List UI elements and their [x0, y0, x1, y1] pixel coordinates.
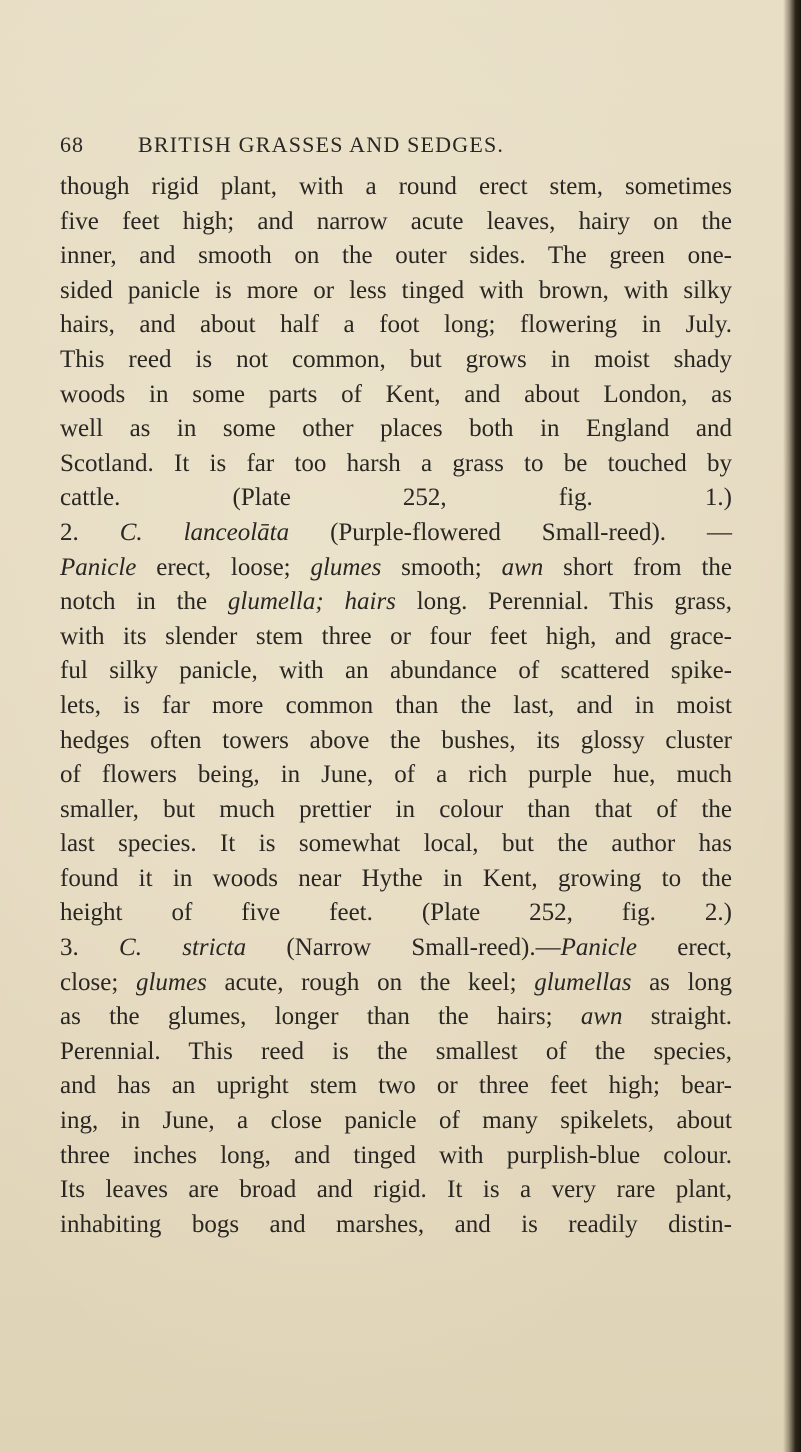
text-line: as the glumes, longer than the hairs; awn straight.: [60, 1003, 733, 1031]
text-line: inhabiting bogs and marshes, and is readily distin-: [60, 1210, 732, 1238]
text-line: Panicle erect, loose; glumes smooth; awn short from the: [60, 553, 733, 581]
text-line: five feet high; and narrow acute leaves, hairy on the: [60, 207, 732, 235]
body-text: [60, 170, 732, 1242]
text-line: smaller, but much prettier in colour than that of the: [60, 795, 732, 823]
text-line: inner, and smooth on the outer sides. The green one-: [60, 242, 732, 270]
book-spine-shadow: [783, 0, 801, 1452]
text-line: well as in some other places both in England and: [60, 415, 732, 443]
text-line: though rigid plant, with a round erect stem, sometimes: [60, 173, 732, 200]
text-line: last species. It is somewhat local, but the author has: [60, 830, 732, 858]
text-line: sided panicle is more or less tinged with brown, with silky: [60, 276, 732, 304]
text-line: 3. C. stricta (Narrow Small-reed).—Panicle erect,: [60, 934, 733, 962]
text-line: height of five feet. (Plate 252, fig. 2.): [60, 899, 732, 927]
running-head: BRITISH GRASSES AND SEDGES.: [138, 132, 505, 157]
text-line: notch in the glumella; hairs long. Perennial. This grass,: [60, 588, 733, 616]
text-line: hedges often towers above the bushes, its glossy cluster: [60, 726, 732, 754]
page-number: 68: [60, 132, 84, 157]
page-header: [60, 132, 760, 164]
text-line: and has an upright stem two or three feet high; bear-: [60, 1072, 732, 1100]
text-line: of flowers being, in June, of a rich purple hue, much: [60, 761, 732, 789]
text-line: 2. C. lanceolāta (Purple-flowered Small-reed). —: [60, 518, 733, 546]
text-line: lets, is far more common than the last, and in moist: [60, 691, 732, 719]
text-line: with its slender stem three or four feet high, and grace-: [60, 622, 732, 650]
text-line: Its leaves are broad and rigid. It is a very rare plant,: [60, 1176, 732, 1204]
text-line: Perennial. This reed is the smallest of the species,: [60, 1037, 732, 1065]
text-line: found it in woods near Hythe in Kent, growing to the: [60, 864, 732, 892]
text-line: ful silky panicle, with an abundance of scattered spike-: [60, 657, 732, 685]
text-line: woods in some parts of Kent, and about London, as: [60, 380, 732, 408]
text-line: hairs, and about half a foot long; flowering in July.: [60, 311, 732, 339]
text-line: three inches long, and tinged with purplish-blue colour.: [60, 1141, 732, 1169]
text-line: cattle. (Plate 252, fig. 1.): [60, 484, 732, 512]
text-line: Scotland. It is far too harsh a grass to be touched by: [60, 449, 732, 477]
text-line: This reed is not common, but grows in moist shady: [60, 345, 732, 373]
text-line: close; glumes acute, rough on the keel; glumellas as long: [60, 968, 733, 996]
text-line: ing, in June, a close panicle of many spikelets, about: [60, 1107, 732, 1135]
